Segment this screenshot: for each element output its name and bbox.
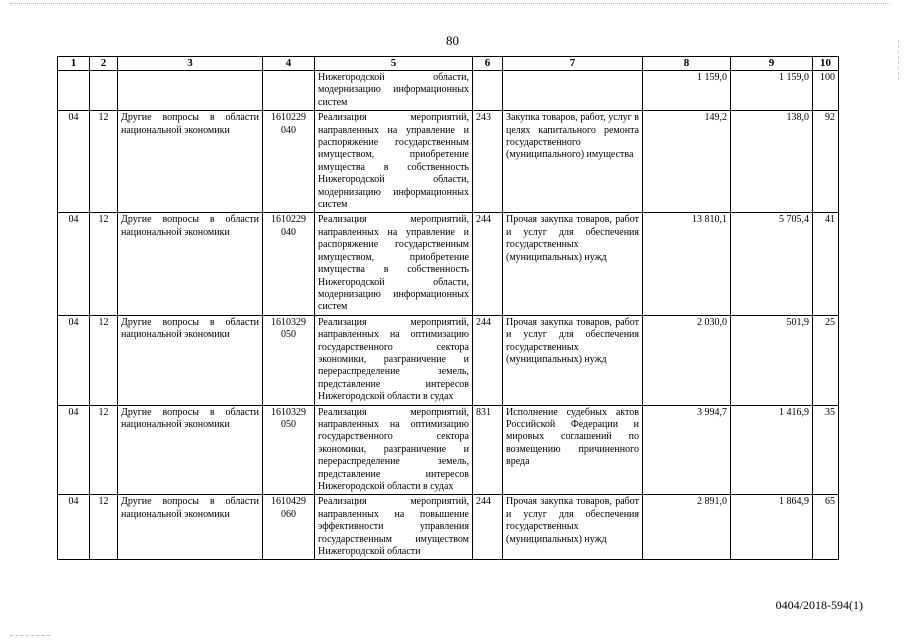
expense-type-name: Закупка товаров, работ, услуг в целях капитального ремонта государственного (муниципального) имущества	[503, 111, 643, 213]
section-code: 04	[58, 213, 90, 315]
execution-percent: 35	[813, 405, 839, 495]
col-header-4: 4	[263, 57, 315, 71]
target-article: 1610429 060	[263, 495, 315, 560]
subsection-code	[90, 71, 118, 111]
planned-amount: 2 030,0	[643, 315, 731, 405]
target-article: 1610329 050	[263, 315, 315, 405]
execution-percent: 41	[813, 213, 839, 315]
section-name: Другие вопросы в области национальной экономики	[118, 315, 263, 405]
expense-type-code: 244	[473, 495, 503, 560]
col-header-2: 2	[90, 57, 118, 71]
planned-amount: 1 159,0	[643, 71, 731, 111]
subsection-code: 12	[90, 495, 118, 560]
col-header-8: 8	[643, 57, 731, 71]
executed-amount: 501,9	[731, 315, 813, 405]
document-code: 0404/2018-594(1)	[775, 598, 863, 612]
expense-type-name: Прочая закупка товаров, работ и услуг для обеспечения государственных (муниципальных) нужд	[503, 315, 643, 405]
article-name: Реализация мероприятий, направленных на управление и распоряжение государственным имуществом, приобретение имущества в собственность Нижегородской области, модернизацию информационных систем	[315, 213, 473, 315]
table-row	[58, 495, 839, 560]
section-code	[58, 71, 90, 111]
section-name: Другие вопросы в области национальной экономики	[118, 213, 263, 315]
execution-percent: 65	[813, 495, 839, 560]
execution-percent: 92	[813, 111, 839, 213]
section-code: 04	[58, 495, 90, 560]
planned-amount: 149,2	[643, 111, 731, 213]
execution-percent: 25	[813, 315, 839, 405]
col-header-6: 6	[473, 57, 503, 71]
table-row	[58, 405, 839, 495]
article-name: Реализация мероприятий, направленных на оптимизацию государственного сектора экономики, разграничение и перераспределение земель, представление интересов Нижегородской области в судах	[315, 315, 473, 405]
expense-type-name: Прочая закупка товаров, работ и услуг для обеспечения государственных (муниципальных) нужд	[503, 495, 643, 560]
planned-amount: 3 994,7	[643, 405, 731, 495]
table-row	[58, 315, 839, 405]
section-code: 04	[58, 315, 90, 405]
page-number: 80	[446, 33, 459, 48]
executed-amount: 5 705,4	[731, 213, 813, 315]
section-code: 04	[58, 111, 90, 213]
table-row	[58, 71, 839, 111]
table-row	[58, 213, 839, 315]
expense-type-code: 243	[473, 111, 503, 213]
col-header-5: 5	[315, 57, 473, 71]
subsection-code: 12	[90, 213, 118, 315]
planned-amount: 2 891,0	[643, 495, 731, 560]
expense-type-name: Прочая закупка товаров, работ и услуг для обеспечения государственных (муниципальных) нужд	[503, 213, 643, 315]
header-row	[58, 57, 839, 71]
executed-amount: 1 159,0	[731, 71, 813, 111]
col-header-7: 7	[503, 57, 643, 71]
col-header-3: 3	[118, 57, 263, 71]
scan-edge-bottom	[10, 635, 50, 636]
col-header-1: 1	[58, 57, 90, 71]
expense-type-name	[503, 71, 643, 111]
target-article: 1610229 040	[263, 213, 315, 315]
col-header-10: 10	[813, 57, 839, 71]
subsection-code: 12	[90, 111, 118, 213]
executed-amount: 1 864,9	[731, 495, 813, 560]
section-name: Другие вопросы в области национальной экономики	[118, 495, 263, 560]
subsection-code: 12	[90, 315, 118, 405]
section-name	[118, 71, 263, 111]
expense-type-code: 244	[473, 315, 503, 405]
subsection-code: 12	[90, 405, 118, 495]
table-row	[58, 111, 839, 213]
target-article: 1610229 040	[263, 111, 315, 213]
scan-edge-top	[10, 3, 890, 4]
article-name: Нижегородской области, модернизацию информационных систем	[315, 71, 473, 111]
section-name: Другие вопросы в области национальной экономики	[118, 405, 263, 495]
expense-type-code: 244	[473, 213, 503, 315]
executed-amount: 138,0	[731, 111, 813, 213]
executed-amount: 1 416,9	[731, 405, 813, 495]
planned-amount: 13 810,1	[643, 213, 731, 315]
article-name: Реализация мероприятий, направленных на повышение эффективности управления государственным имуществом Нижегородской области	[315, 495, 473, 560]
expense-type-code	[473, 71, 503, 111]
expense-type-code: 831	[473, 405, 503, 495]
col-header-9: 9	[731, 57, 813, 71]
target-article: 1610329 050	[263, 405, 315, 495]
article-name: Реализация мероприятий, направленных на управление и распоряжение государственным имуществом, приобретение имущества в собственность Нижегородской области, модернизацию информационных систем	[315, 111, 473, 213]
execution-percent: 100	[813, 71, 839, 111]
budget-table	[57, 56, 839, 560]
expense-type-name: Исполнение судебных актов Российской Федерации и мировых соглашений по возмещению причиненного вреда	[503, 405, 643, 495]
target-article	[263, 71, 315, 111]
article-name: Реализация мероприятий, направленных на оптимизацию государственного сектора экономики, разграничение и перераспределение земель, представление интересов Нижегородской области в судах	[315, 405, 473, 495]
section-name: Другие вопросы в области национальной экономики	[118, 111, 263, 213]
section-code: 04	[58, 405, 90, 495]
